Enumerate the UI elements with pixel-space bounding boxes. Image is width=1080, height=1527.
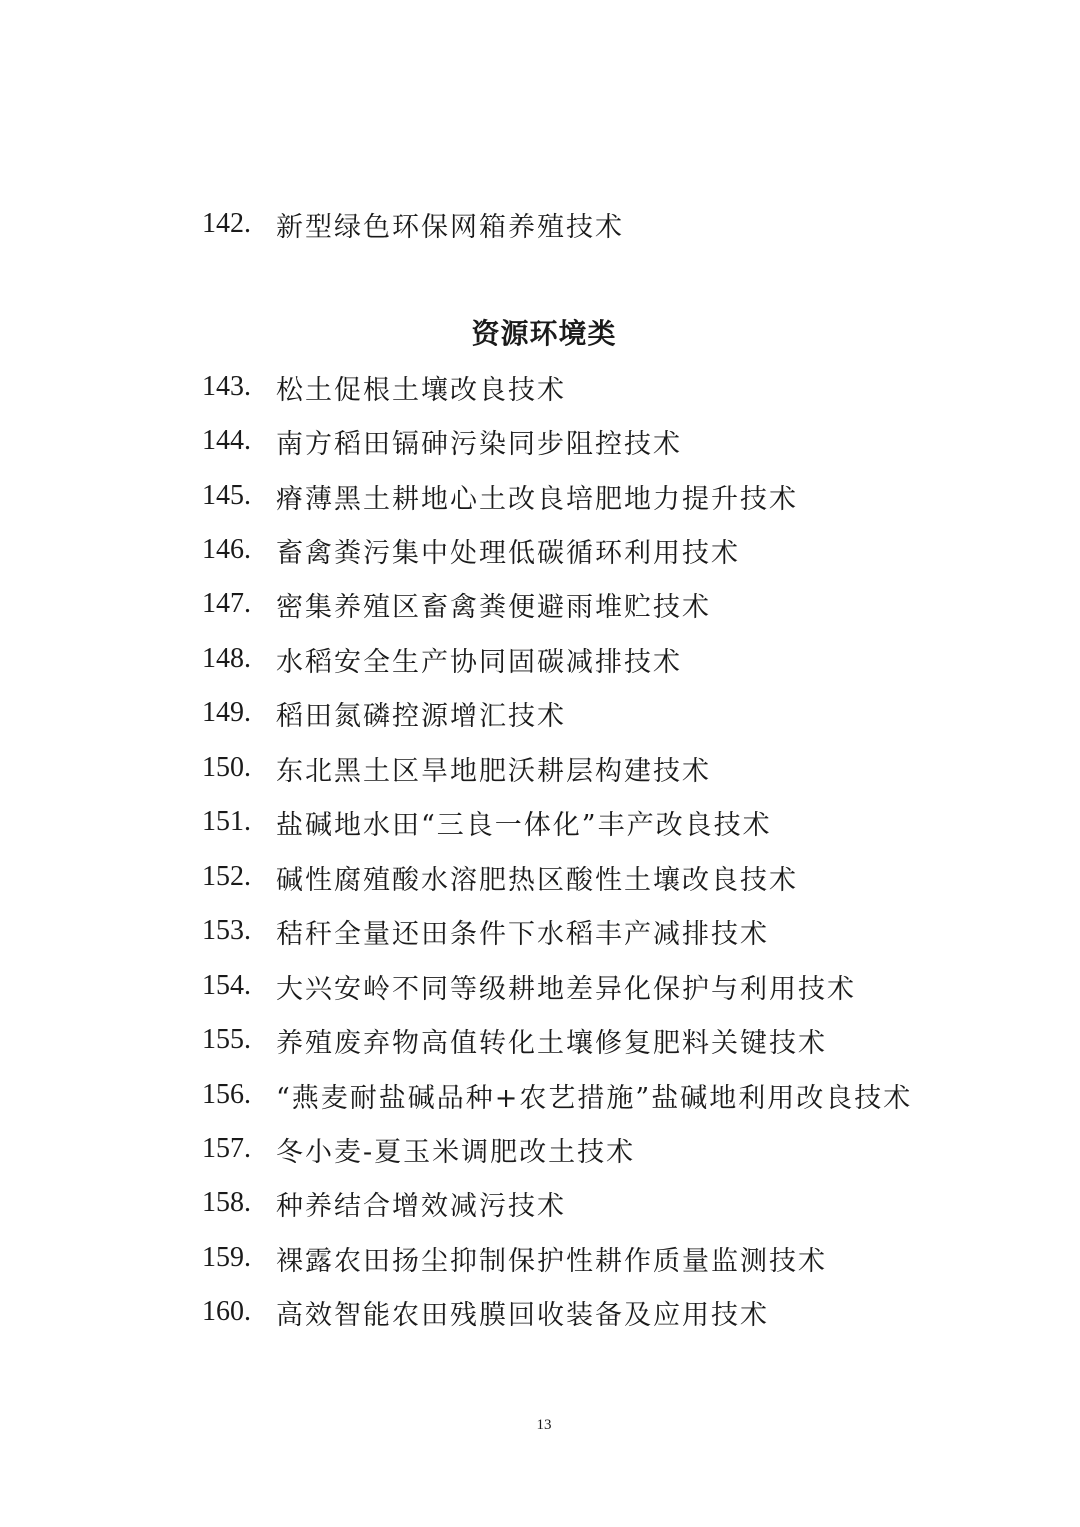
item-number: 146. — [202, 534, 251, 565]
item-number: 142. — [202, 208, 251, 239]
item-number: 144. — [202, 425, 251, 456]
list-item — [202, 1075, 912, 1115]
list-item — [202, 367, 566, 407]
list-item — [202, 966, 856, 1006]
list-item — [202, 802, 772, 842]
item-number: 147. — [202, 588, 251, 619]
item-text: 南方稻田镉砷污染同步阻控技术 — [276, 428, 682, 460]
list-item — [202, 204, 624, 244]
item-text: 种养结合增效减污技术 — [276, 1190, 566, 1222]
list-item — [202, 857, 798, 897]
item-text: 水稻安全生产协同固碳减排技术 — [276, 646, 682, 678]
item-number: 149. — [202, 697, 251, 728]
item-text: 东北黑土区旱地肥沃耕层构建技术 — [276, 755, 711, 787]
item-text: 新型绿色环保网箱养殖技术 — [276, 211, 624, 243]
list-item — [202, 584, 711, 624]
item-text: 密集养殖区畜禽粪便避雨堆贮技术 — [276, 591, 711, 623]
list-item — [202, 693, 566, 733]
item-text: 畜禽粪污集中处理低碳循环利用技术 — [276, 537, 740, 569]
item-number: 143. — [202, 371, 251, 402]
item-text: 瘠薄黑土耕地心土改良培肥地力提升技术 — [276, 483, 798, 515]
item-number: 160. — [202, 1296, 251, 1327]
item-text: 盐碱地水田“三良一体化”丰产改良技术 — [276, 809, 772, 841]
list-item — [202, 1183, 566, 1223]
item-number: 155. — [202, 1024, 251, 1055]
item-text: 高效智能农田残膜回收装备及应用技术 — [276, 1299, 769, 1331]
item-number: 148. — [202, 643, 251, 674]
item-text: 稻田氮磷控源增汇技术 — [276, 700, 566, 732]
item-text: 松土促根土壤改良技术 — [276, 374, 566, 406]
list-item — [202, 748, 711, 788]
item-text: 碱性腐殖酸水溶肥热区酸性土壤改良技术 — [276, 864, 798, 896]
item-text: 裸露农田扬尘抑制保护性耕作质量监测技术 — [276, 1245, 827, 1277]
list-item — [202, 1238, 827, 1278]
list-item — [202, 476, 798, 516]
list-item — [202, 1020, 827, 1060]
list-item — [202, 639, 682, 679]
list-item — [202, 1292, 769, 1332]
item-number: 152. — [202, 861, 251, 892]
item-number: 157. — [202, 1133, 251, 1164]
item-number: 153. — [202, 915, 251, 946]
list-item — [202, 1129, 635, 1169]
item-text: 养殖废弃物高值转化土壤修复肥料关键技术 — [276, 1027, 827, 1059]
section-heading: 资源环境类 — [471, 317, 617, 350]
item-number: 158. — [202, 1187, 251, 1218]
list-item — [202, 911, 769, 951]
item-text: 冬小麦-夏玉米调肥改土技术 — [276, 1136, 636, 1168]
item-text: 大兴安岭不同等级耕地差异化保护与利用技术 — [276, 973, 856, 1005]
list-item — [202, 421, 682, 461]
item-number: 156. — [202, 1079, 251, 1110]
page-number: 13 — [536, 1417, 552, 1433]
item-number: 150. — [202, 752, 251, 783]
item-text: 秸秆全量还田条件下水稻丰产减排技术 — [276, 918, 769, 950]
item-text: “燕麦耐盐碱品种+农艺措施”盐碱地利用改良技术 — [276, 1082, 913, 1114]
item-number: 154. — [202, 970, 251, 1001]
item-number: 145. — [202, 480, 251, 511]
item-number: 159. — [202, 1242, 251, 1273]
item-number: 151. — [202, 806, 251, 837]
list-item — [202, 530, 740, 570]
